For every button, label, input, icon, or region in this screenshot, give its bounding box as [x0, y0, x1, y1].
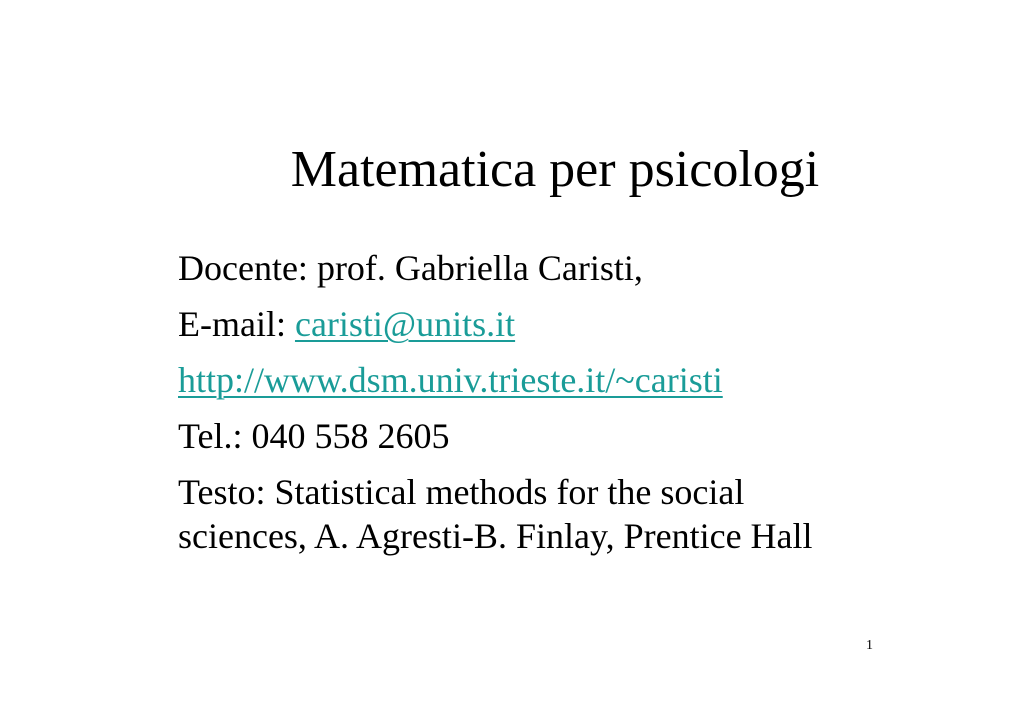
slide-title: Matematica per psicologi: [290, 141, 820, 198]
url-line: [178, 358, 723, 402]
textbook-line-2: sciences, A. Agresti-B. Finlay, Prentice Hall: [178, 516, 813, 556]
email-link[interactable]: caristi@units.it: [294, 304, 516, 344]
page-number: 1: [866, 638, 873, 653]
email-label: E-mail:: [178, 304, 295, 344]
textbook-line-1: Testo: Statistical methods for the social: [178, 472, 745, 512]
instructor-line: Docente: prof. Gabriella Caristi,: [178, 248, 643, 288]
website-link[interactable]: http://www.dsm.univ.trieste.it/~caristi: [178, 360, 723, 400]
phone-line: Tel.: 040 558 2605: [178, 416, 450, 456]
email-line: [178, 302, 515, 346]
